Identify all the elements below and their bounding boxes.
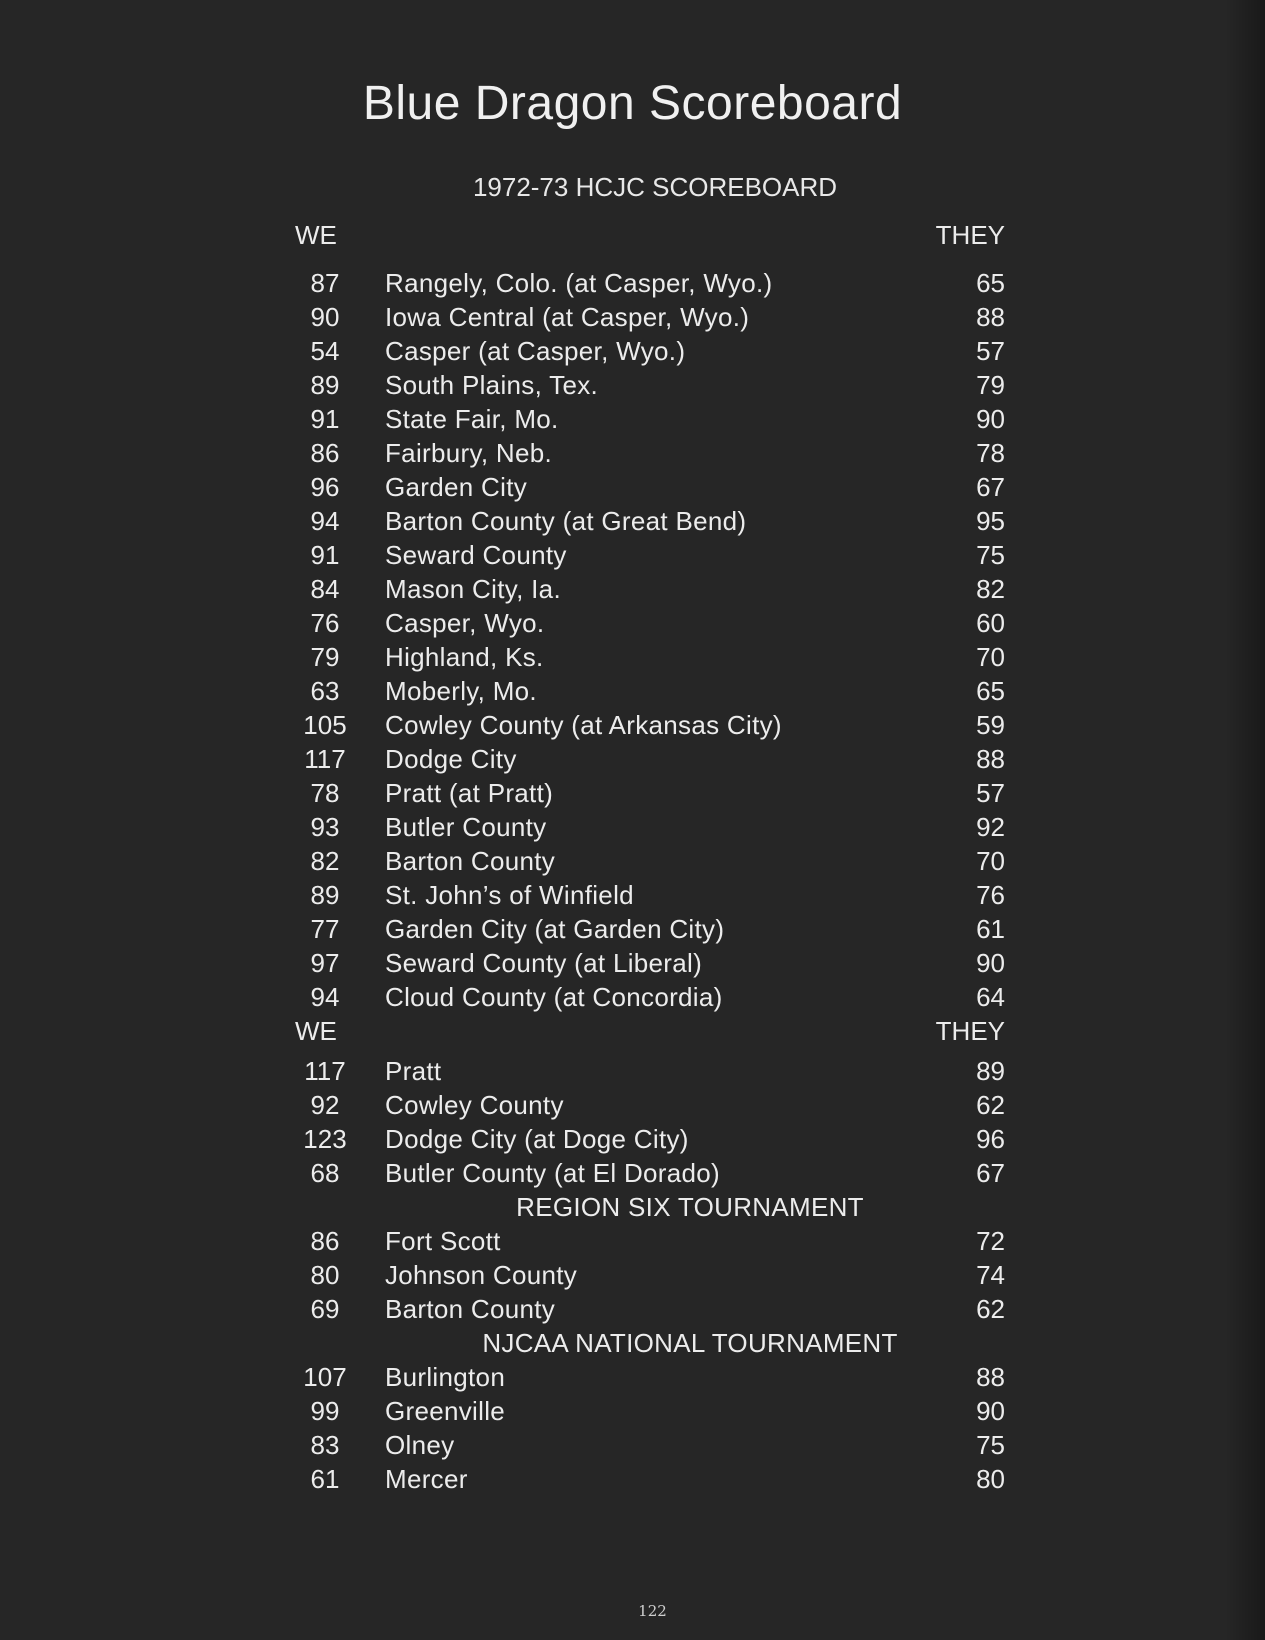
they-score: 64 <box>976 982 1005 1012</box>
score-row <box>295 572 1005 606</box>
national-tournament-group <box>295 1360 1005 1496</box>
score-row <box>295 300 1005 334</box>
we-score: 63 <box>310 676 340 706</box>
page-subtitle: 1972-73 HCJC SCOREBOARD <box>472 172 838 202</box>
score-row <box>295 980 1005 1014</box>
they-score: 61 <box>976 914 1005 944</box>
score-row <box>295 742 1005 776</box>
they-score: 74 <box>976 1260 1005 1290</box>
they-score: 88 <box>976 1362 1005 1392</box>
we-score: 93 <box>310 812 340 842</box>
opponent-name: Butler County (at El Dorado) <box>385 1158 720 1188</box>
national-tournament-heading-row <box>295 1326 1005 1360</box>
we-score: 96 <box>310 472 340 502</box>
opponent-name: South Plains, Tex. <box>385 370 599 400</box>
opponent-name: Fairbury, Neb. <box>385 438 552 468</box>
we-score: 79 <box>310 642 340 672</box>
score-row <box>295 776 1005 810</box>
opponent-name: Moberly, Mo. <box>385 676 537 706</box>
score-row <box>295 1054 1005 1088</box>
scoreboard-table <box>295 218 1005 1496</box>
we-score: 99 <box>310 1396 340 1426</box>
opponent-name: Barton County <box>385 846 556 876</box>
opponent-name: Highland, Ks. <box>385 642 544 672</box>
we-score: 69 <box>310 1294 340 1324</box>
they-score: 70 <box>976 642 1005 672</box>
they-score: 92 <box>976 812 1005 842</box>
they-score: 76 <box>976 880 1005 910</box>
we-score: 80 <box>310 1260 340 1290</box>
they-score: 88 <box>976 744 1005 774</box>
opponent-name: Seward County (at Liberal) <box>385 948 703 978</box>
they-score: 95 <box>976 506 1005 536</box>
score-row <box>295 504 1005 538</box>
we-score: 61 <box>310 1464 340 1494</box>
score-row <box>295 946 1005 980</box>
score-row <box>295 538 1005 572</box>
page-edge-shadow <box>1225 0 1265 1640</box>
they-score: 78 <box>976 438 1005 468</box>
they-score: 62 <box>976 1294 1005 1324</box>
we-score: 78 <box>310 778 340 808</box>
they-score: 90 <box>976 948 1005 978</box>
opponent-name: Cloud County (at Concordia) <box>385 982 723 1012</box>
we-score: 94 <box>310 506 340 536</box>
score-row <box>295 1224 1005 1258</box>
regular-season-group-2 <box>295 1054 1005 1190</box>
score-row <box>295 708 1005 742</box>
we-score: 117 <box>304 744 346 774</box>
they-score: 72 <box>976 1226 1005 1256</box>
opponent-name: Casper, Wyo. <box>385 608 545 638</box>
score-row <box>295 368 1005 402</box>
they-score: 88 <box>976 302 1005 332</box>
score-row <box>295 844 1005 878</box>
they-column-header: THEY <box>935 220 1005 250</box>
they-score: 75 <box>976 540 1005 570</box>
they-score: 89 <box>976 1056 1005 1086</box>
they-score: 60 <box>976 608 1005 638</box>
score-row <box>295 266 1005 300</box>
we-score: 68 <box>310 1158 340 1188</box>
we-score: 91 <box>310 540 340 570</box>
they-score: 59 <box>976 710 1005 740</box>
they-score: 75 <box>976 1430 1005 1460</box>
score-row <box>295 674 1005 708</box>
we-score: 91 <box>310 404 340 434</box>
score-row <box>295 640 1005 674</box>
score-row <box>295 436 1005 470</box>
score-row <box>295 470 1005 504</box>
they-score: 57 <box>976 778 1005 808</box>
page-title: Blue Dragon Scoreboard <box>362 77 903 130</box>
score-row <box>295 1088 1005 1122</box>
we-score: 82 <box>310 846 340 876</box>
score-row <box>295 1428 1005 1462</box>
column-header-row-2 <box>295 1014 1005 1054</box>
score-row <box>295 1360 1005 1394</box>
opponent-name: Rangely, Colo. (at Casper, Wyo.) <box>385 268 773 298</box>
national-tournament-heading: NJCAA NATIONAL TOURNAMENT <box>482 1328 898 1358</box>
opponent-name: Pratt (at Pratt) <box>385 778 554 808</box>
opponent-name: Dodge City <box>385 744 517 774</box>
score-row <box>295 1292 1005 1326</box>
we-score: 89 <box>310 370 340 400</box>
opponent-name: Burlington <box>385 1362 506 1392</box>
opponent-name: Fort Scott <box>385 1226 501 1256</box>
they-score: 90 <box>976 1396 1005 1426</box>
they-score: 79 <box>976 370 1005 400</box>
opponent-name: Barton County <box>385 1294 556 1324</box>
score-row <box>295 810 1005 844</box>
column-header-row <box>295 218 1005 258</box>
we-score: 90 <box>310 302 340 332</box>
opponent-name: Cowley County <box>385 1090 564 1120</box>
opponent-name: Mercer <box>385 1464 468 1494</box>
score-row <box>295 878 1005 912</box>
opponent-name: Mason City, Ia. <box>385 574 561 604</box>
they-score: 96 <box>976 1124 1005 1154</box>
region-tournament-heading-row <box>295 1190 1005 1224</box>
region-tournament-heading: REGION SIX TOURNAMENT <box>516 1192 864 1222</box>
they-score: 90 <box>976 404 1005 434</box>
they-score: 82 <box>976 574 1005 604</box>
they-score: 67 <box>976 472 1005 502</box>
opponent-name: Johnson County <box>385 1260 578 1290</box>
we-score: 76 <box>310 608 340 638</box>
we-score: 84 <box>310 574 340 604</box>
they-score: 80 <box>976 1464 1005 1494</box>
score-row <box>295 1156 1005 1190</box>
page-number: 122 <box>638 1602 667 1620</box>
score-row <box>295 606 1005 640</box>
region-tournament-group <box>295 1224 1005 1326</box>
we-score: 94 <box>310 982 340 1012</box>
score-row <box>295 334 1005 368</box>
we-score: 107 <box>303 1362 347 1392</box>
we-score: 54 <box>310 336 340 366</box>
they-score: 57 <box>976 336 1005 366</box>
opponent-name: Cowley County (at Arkansas City) <box>385 710 782 740</box>
regular-season-group-1 <box>295 266 1005 1014</box>
we-score: 97 <box>310 948 340 978</box>
opponent-name: Iowa Central (at Casper, Wyo.) <box>385 302 750 332</box>
we-column-header: WE <box>295 220 337 250</box>
opponent-name: Pratt <box>385 1056 442 1086</box>
score-row <box>295 912 1005 946</box>
opponent-name: Seward County <box>385 540 567 570</box>
we-score: 87 <box>310 268 340 298</box>
opponent-name: Olney <box>385 1430 455 1460</box>
score-row <box>295 1258 1005 1292</box>
we-score: 86 <box>310 1226 340 1256</box>
opponent-name: Garden City (at Garden City) <box>385 914 725 944</box>
we-score: 86 <box>310 438 340 468</box>
score-row <box>295 1394 1005 1428</box>
we-score: 117 <box>304 1056 346 1086</box>
opponent-name: St. John’s of Winfield <box>385 880 634 910</box>
score-row <box>295 1122 1005 1156</box>
we-score: 105 <box>303 710 347 740</box>
score-row <box>295 402 1005 436</box>
score-row <box>295 1462 1005 1496</box>
opponent-name: Butler County <box>385 812 547 842</box>
they-score: 67 <box>976 1158 1005 1188</box>
they-score: 62 <box>976 1090 1005 1120</box>
they-score: 65 <box>976 268 1005 298</box>
we-column-header-2: WE <box>295 1016 337 1046</box>
they-score: 70 <box>976 846 1005 876</box>
opponent-name: Casper (at Casper, Wyo.) <box>385 336 686 366</box>
they-column-header-2: THEY <box>935 1016 1005 1046</box>
we-score: 89 <box>310 880 340 910</box>
opponent-name: Dodge City (at Doge City) <box>385 1124 689 1154</box>
opponent-name: Garden City <box>385 472 528 502</box>
we-score: 123 <box>303 1124 347 1154</box>
opponent-name: State Fair, Mo. <box>385 404 559 434</box>
opponent-name: Barton County (at Great Bend) <box>385 506 747 536</box>
we-score: 77 <box>310 914 340 944</box>
they-score: 65 <box>976 676 1005 706</box>
we-score: 92 <box>310 1090 340 1120</box>
we-score: 83 <box>310 1430 340 1460</box>
opponent-name: Greenville <box>385 1396 506 1426</box>
